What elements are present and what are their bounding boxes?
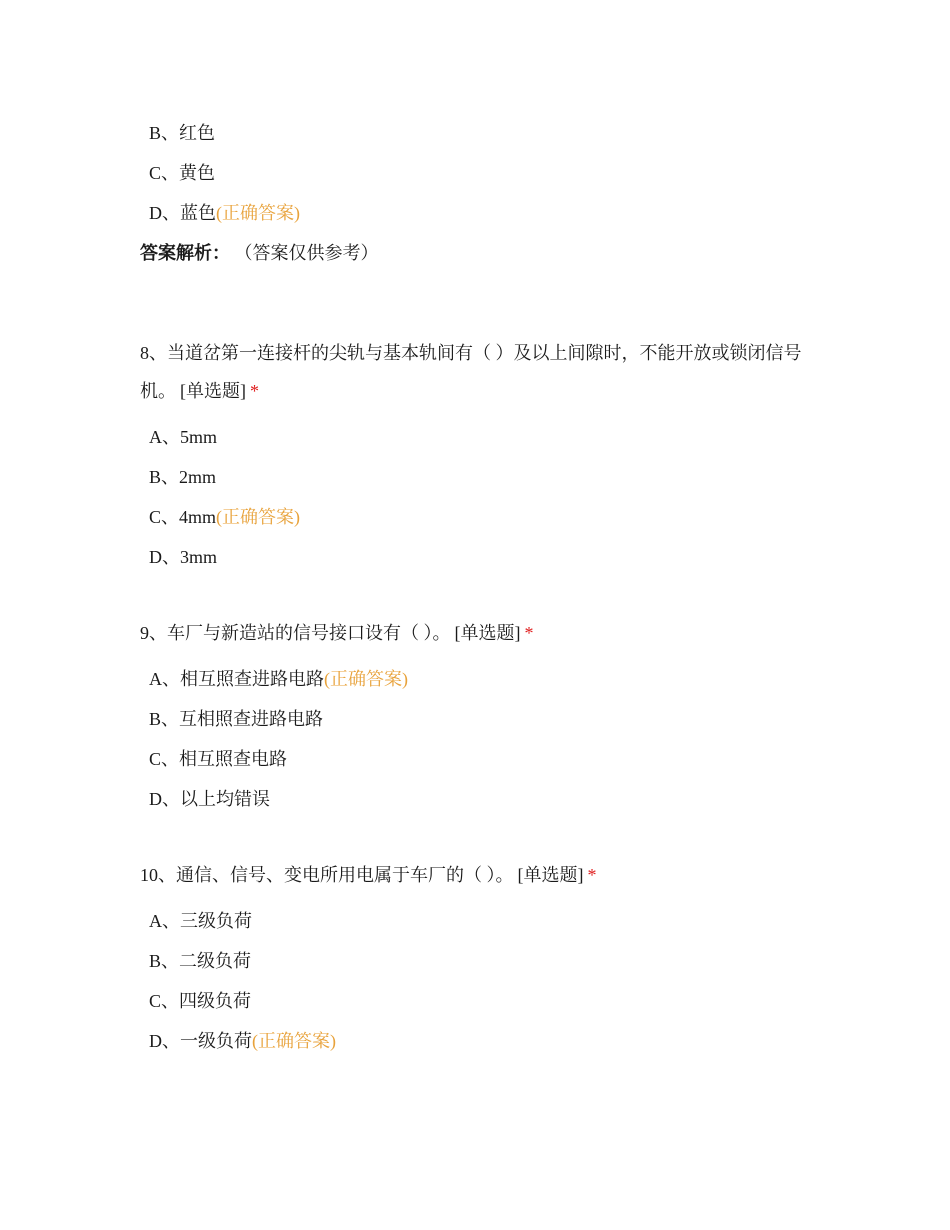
answer-analysis [140, 240, 379, 266]
option-text: 互相照查进路电路 [179, 709, 324, 729]
option-text: 三级负荷 [180, 911, 252, 931]
option-text: 以上均错误 [180, 789, 270, 809]
option-text: 3mm [180, 547, 218, 567]
option-8-c: C、4mm(正确答案) [149, 507, 301, 527]
option-text: 黄色 [179, 163, 216, 183]
option-text: 2mm [179, 467, 217, 487]
question-text: 车厂与新造站的信号接口设有（ ）。 [167, 623, 451, 643]
option-text: 5mm [180, 427, 218, 447]
option-text: 四级负荷 [179, 991, 252, 1011]
correct-answer-tag: (正确答案) [252, 1031, 336, 1051]
option-9-c: C、相互照查电路 [149, 749, 288, 769]
option-letter: C [149, 991, 162, 1011]
option-letter: D [149, 547, 162, 567]
option-text: 二级负荷 [179, 951, 252, 971]
question-number: 9、 [140, 623, 167, 643]
option-letter: B [149, 951, 162, 971]
option-letter: B [149, 123, 162, 143]
required-marker: * [250, 381, 259, 401]
option-text: 蓝色 [180, 203, 216, 223]
question-type: [单选题] [180, 381, 246, 401]
option-letter: C [149, 749, 162, 769]
question-text: 当道岔第一连接杆的尖轨与基本轨间有（ ）及以上间隙时，不能开放或锁闭信号机。 [140, 343, 802, 401]
option-text: 4mm [179, 507, 217, 527]
option-letter: D [149, 203, 162, 223]
option-8-a: A、5mm [149, 427, 218, 447]
question-number: 10、 [140, 865, 176, 885]
option-10-d: D、一级负荷(正确答案) [149, 1031, 336, 1051]
option-prev-d: D、蓝色(正确答案) [149, 203, 300, 223]
option-letter: B [149, 467, 162, 487]
question-number: 8、 [140, 343, 167, 363]
option-letter: A [149, 669, 162, 689]
option-text: 红色 [179, 123, 216, 143]
correct-answer-tag: (正确答案) [216, 203, 300, 223]
option-letter: C [149, 163, 162, 183]
question-title-8 [140, 334, 820, 410]
option-10-c: C、四级负荷 [149, 991, 252, 1011]
required-marker: * [524, 623, 534, 643]
option-8-d: D、3mm [149, 547, 218, 567]
option-9-b: B、互相照查进路电路 [149, 709, 324, 729]
option-text: 相互照查进路电路 [180, 669, 324, 689]
option-text: 相互照查电路 [179, 749, 288, 769]
option-letter: B [149, 709, 162, 729]
option-10-a: A、三级负荷 [149, 911, 252, 931]
option-prev-b: B、红色 [149, 123, 216, 143]
question-type: [单选题] [454, 623, 521, 643]
required-marker: * [587, 865, 597, 885]
analysis-label: 答案解析： [140, 243, 230, 263]
option-letter: D [149, 789, 162, 809]
analysis-text: （答案仅供参考） [234, 243, 379, 263]
option-letter: A [149, 911, 162, 931]
question-type: [单选题] [517, 865, 584, 885]
correct-answer-tag: (正确答案) [324, 669, 408, 689]
question-title-10 [140, 856, 820, 894]
option-letter: D [149, 1031, 162, 1051]
option-9-d: D、以上均错误 [149, 789, 270, 809]
option-8-b: B、2mm [149, 467, 217, 487]
option-9-a: A、相互照查进路电路(正确答案) [149, 669, 408, 689]
option-prev-c: C、黄色 [149, 163, 216, 183]
question-title-9 [140, 614, 820, 652]
question-text: 通信、信号、变电所用电属于车厂的（ ）。 [176, 865, 514, 885]
correct-answer-tag: (正确答案) [216, 507, 301, 527]
option-10-b: B、二级负荷 [149, 951, 252, 971]
option-text: 一级负荷 [180, 1031, 252, 1051]
option-letter: C [149, 507, 162, 527]
option-letter: A [149, 427, 162, 447]
